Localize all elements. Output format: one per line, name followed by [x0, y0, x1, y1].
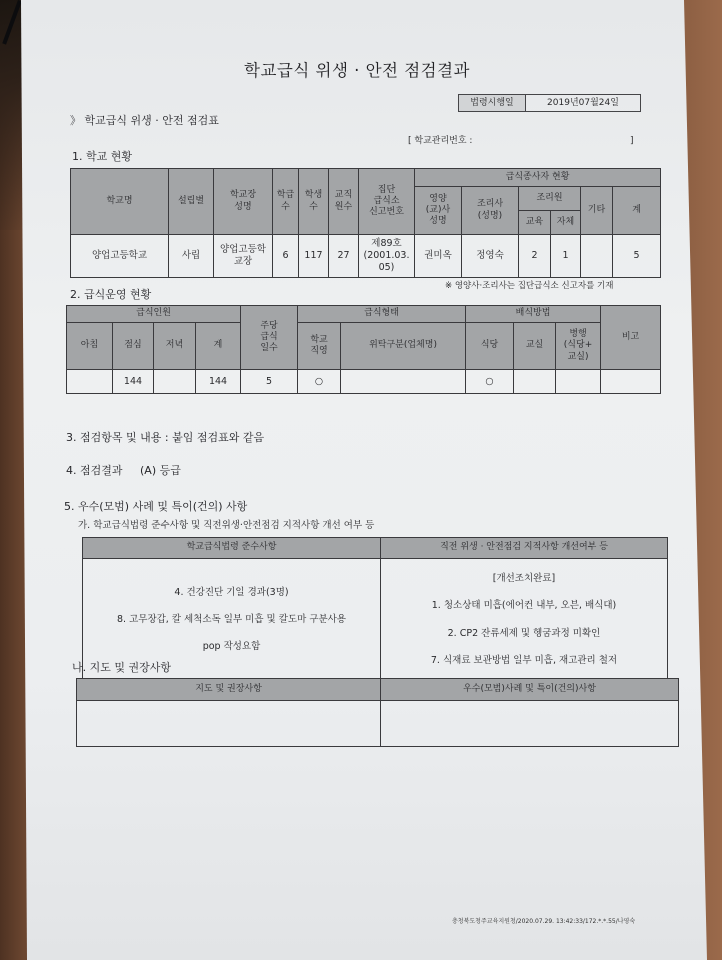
effective-date-box [458, 94, 641, 112]
header-weekly-days: 주당 급식 일수 [241, 306, 298, 370]
table-row [71, 235, 661, 278]
header-improvement: 직전 위생 · 안전점검 지적사항 개선여부 등 [381, 538, 668, 559]
cell-students: 117 [299, 235, 329, 278]
header-dietitian: 영양 (교)사 성명 [415, 187, 462, 235]
cell-cook: 정영숙 [462, 235, 519, 278]
effective-date-value: 2019년07월24일 [547, 98, 619, 108]
header-serving-method: 배식방법 [466, 306, 601, 323]
header-students: 학생 수 [299, 169, 329, 235]
guidance-cell [77, 701, 381, 747]
list-item: 7. 식재료 보관방법 일부 미흡, 재고관리 철저 [430, 655, 618, 666]
header-school-name: 학교명 [71, 169, 169, 235]
header-total: 계 [613, 187, 661, 235]
list-item: pop 작성요함 [202, 641, 261, 653]
header-staff: 교직 원수 [329, 169, 359, 235]
cell-other [581, 235, 613, 278]
cell-school-direct: ○ [298, 370, 341, 394]
list-item: [개선조치완료] [492, 572, 556, 584]
cell-remarks [601, 370, 661, 394]
school-id-close: ] [630, 136, 634, 146]
header-cook: 조리사 (성명) [462, 187, 519, 235]
section-2-heading: 2. 급식운영 현황 [70, 288, 152, 301]
list-item: 4. 건강진단 기일 경과(3명) [174, 586, 289, 598]
cell-founding: 사립 [169, 235, 214, 278]
cell-outsourced [341, 370, 466, 394]
header-assistants: 조리원 [519, 187, 581, 211]
cell-total: 5 [613, 235, 661, 278]
header-registration: 집단 급식소 신고번호 [359, 169, 415, 235]
document-title: 학교급식 위생 · 안전 점검결과 [244, 61, 470, 80]
cell-cafeteria: ○ [466, 370, 514, 394]
meal-operation-table [66, 305, 661, 394]
header-founding: 설립별 [169, 169, 214, 235]
cell-dietitian: 권미옥 [415, 235, 462, 278]
guidance-table [76, 678, 679, 747]
header-classes: 학급 수 [273, 169, 299, 235]
cell-dinner [154, 370, 196, 394]
section-1-heading: 1. 학교 현황 [72, 150, 132, 163]
header-guidance: 지도 및 권장사항 [77, 679, 381, 701]
cell-both [556, 370, 601, 394]
header-remarks: 비고 [601, 306, 661, 370]
header-workers-group: 급식종사자 현황 [415, 169, 661, 187]
cell-assistants-self: 1 [551, 235, 581, 278]
cell-lunch: 144 [113, 370, 154, 394]
header-meal-count: 급식인원 [67, 306, 241, 323]
cell-classroom [514, 370, 556, 394]
list-item: 1. 청소상태 미흡(에어컨 내부, 오븐, 배식대) [431, 600, 617, 612]
header-meal-type: 급식형태 [298, 306, 466, 323]
effective-date-label: 법령시행일 [459, 95, 526, 111]
list-item: 2. CP2 잔류세제 및 헹굼과정 미확인 [447, 627, 601, 639]
header-dinner: 저녁 [154, 323, 196, 370]
form-heading: 》 학교급식 위생 · 안전 점검표 [70, 114, 219, 127]
header-both: 병행 (식당+ 교실) [556, 323, 601, 370]
section-5b-heading: 나. 지도 및 권장사항 [72, 661, 171, 674]
header-outsourced: 위탁구분(업체명) [341, 323, 466, 370]
section-5-heading: 5. 우수(모범) 사례 및 특이(건의) 사항 [64, 500, 248, 513]
header-excellent-cases: 우수(모범)사례 및 특이(건의)사항 [381, 679, 679, 701]
improvement-cell [381, 559, 668, 681]
section-5a-heading: 가. 학교급식법령 준수사항 및 직전위생·안전점검 지적사항 개선 여부 등 [78, 520, 375, 531]
staff-note: ※ 영양사·조리사는 집단급식소 신고자를 기재 [445, 281, 614, 291]
header-classroom: 교실 [514, 323, 556, 370]
header-school-direct: 학교 직영 [298, 323, 341, 370]
section-3-heading: 3. 점검항목 및 내용 : 붙임 점검표와 같음 [66, 431, 265, 444]
header-cafeteria: 식당 [466, 323, 514, 370]
compliance-table [82, 537, 668, 681]
cell-breakfast [67, 370, 113, 394]
excellent-cases-cell [381, 701, 679, 747]
header-assistants-edu: 교육 [519, 211, 551, 235]
cell-meal-total: 144 [196, 370, 241, 394]
cell-classes: 6 [273, 235, 299, 278]
inspection-result-grade: (A) 등급 [140, 464, 181, 477]
header-lunch: 점심 [113, 323, 154, 370]
section-4-heading [66, 464, 181, 478]
school-id-label: [ 학교관리번호 : [408, 136, 473, 146]
cell-registration: 제89호 (2001.03. 05) [359, 235, 415, 278]
print-footer: 충청북도청주교육지원청/2020.07.29. 13:42:33/172.*.*.55/나영숙 [452, 918, 636, 925]
cell-weekly-days: 5 [241, 370, 298, 394]
cell-assistants-edu: 2 [519, 235, 551, 278]
header-meal-total: 계 [196, 323, 241, 370]
header-compliance: 학교급식법령 준수사항 [83, 538, 381, 559]
school-status-table [70, 168, 661, 278]
header-principal: 학교장 성명 [214, 169, 273, 235]
header-assistants-self: 자체 [551, 211, 581, 235]
header-other: 기타 [581, 187, 613, 235]
cell-school-name: 양업고등학교 [71, 235, 169, 278]
list-item: 8. 고무장갑, 칼 세척소독 일부 미흡 및 칼도마 구분사용 [117, 613, 346, 625]
table-row [67, 370, 661, 394]
cell-staff: 27 [329, 235, 359, 278]
inspection-result-label: 4. 점검결과 [66, 464, 123, 477]
cell-principal: 양업고등학 교장 [214, 235, 273, 278]
header-breakfast: 아침 [67, 323, 113, 370]
